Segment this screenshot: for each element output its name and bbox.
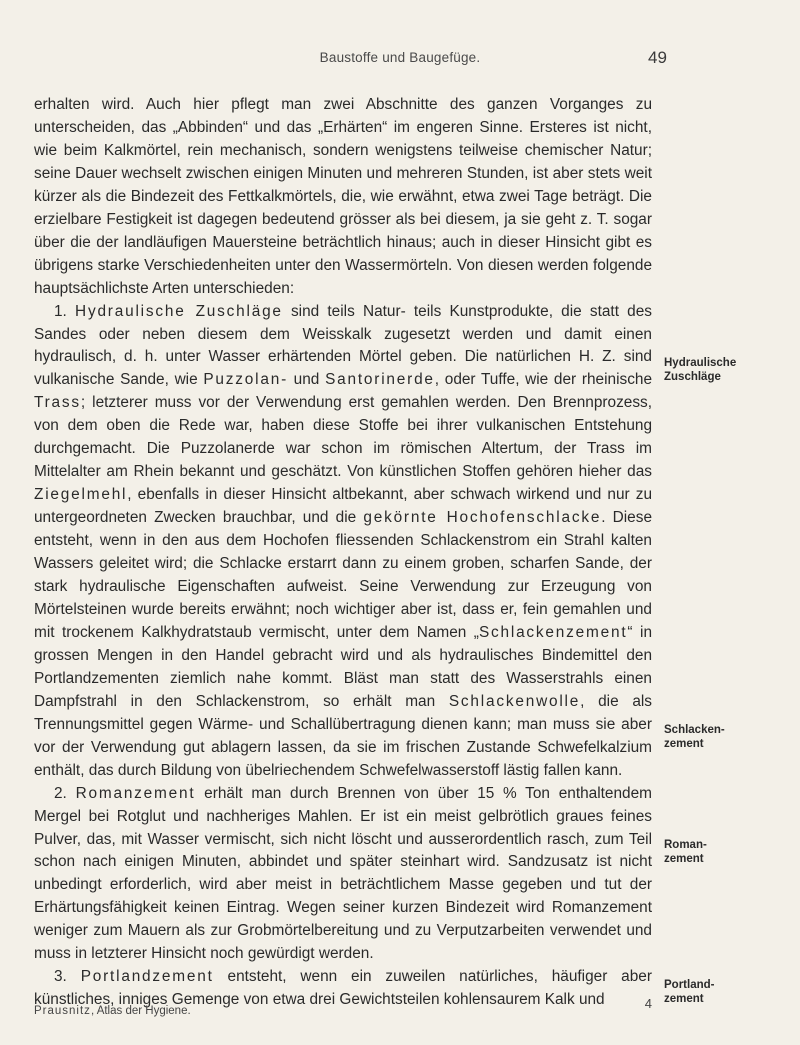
- margin-note-line: zement: [664, 993, 704, 1005]
- imprint: [34, 1005, 191, 1017]
- body-text: [34, 94, 652, 1012]
- margin-note-portlandzement: [664, 978, 794, 1006]
- text-segment: , oder Tuffe, wie der rheinische: [434, 371, 653, 389]
- imprint-author: Prausnitz: [34, 1005, 91, 1017]
- margin-note-line: zement: [664, 853, 704, 865]
- sheet-signature: 4: [644, 996, 652, 1011]
- term-santorinerde: Santorinerde: [325, 371, 435, 389]
- paragraph-intro: erhalten wird. Auch hier pflegt man zwei Abschnitte des ganzen Vorganges zu unterscheiden, das „Abbinden“ und das „Erhärten“ im engeren Sinne. Ersteres ist nicht, wie beim Kalkmörtel, rein mechanisch, sondern wenigstens teilweise chemischer Natur; seine Dauer wechselt zwischen einigen Minuten und mehreren Stunden, ist aber stets weit kürzer als die Bindezeit des Fettkalkmörtels, die, wie erwähnt, etwa zwei Tage beträgt. Die erzielbare Festigkeit ist dagegen bedeutend grösser als bei diesem, ja sie geht z. T. sogar über die der landläufigen Mauersteine beträchtlich hinaus; auch in dieser Hinsicht gibt es übrigens starke Verschiedenheiten unter den Wassermörteln. Von diesen werden folgende hauptsächlichste Arten unterschieden:: [34, 96, 652, 297]
- margin-note-line: Roman-: [664, 839, 707, 851]
- term-hochofenschlacke: gekörnte Hochofenschlacke: [363, 509, 602, 527]
- text-segment: entsteht, wenn ein zuweilen natürliches, häufiger aber künstliches, inniges Gemenge von etwa drei Gewichtsteilen kohlensaurem Kalk und: [34, 968, 652, 1009]
- text-segment: “ in grossen Mengen in den Handel gebracht wird und als hydraulisches Bindemittel den Portlandzementen ziemlich nahe kommt. Bläst man statt des Wasserstrahls einen Dampfstrahl in den Schlackenstrom, so erhält man: [34, 623, 652, 710]
- margin-note-line: Portland-: [664, 979, 715, 991]
- margin-note-line: zement: [664, 738, 704, 750]
- page-header: [0, 50, 800, 70]
- margin-note-line: Zuschläge: [664, 371, 721, 383]
- list-number: 1.: [54, 302, 76, 320]
- text-segment: sind teils Natur- teils Kunstprodukte, die statt des Sandes oder neben diesem dem Weisskalk zugesetzt werden und damit einen hydraulisch, d. h. unter Wasser erhärtenden Mörtel geben. Die natürlichen H. Z. sind vulkanische Sande, wie: [34, 302, 652, 389]
- page-number: 49: [648, 48, 667, 67]
- page-footer: [34, 996, 652, 1022]
- paragraph-hydraulische-zuschlaege: [34, 301, 652, 783]
- running-title: Baustoffe und Baugefüge.: [319, 50, 481, 65]
- margin-note-hydraulische-zuschlaege: [664, 356, 794, 384]
- text-segment: , ebenfalls in dieser Hinsicht altbekannt, aber schwach wirkend und nur zu untergeordneten Zwecken brauchbar, und die: [34, 486, 652, 527]
- text-segment: , die als Trennungsmittel gegen Wärme- und Schallübertragung dienen kann; man muss sie aber vor der Verwendung gut ablagern lassen, da sie im frischen Zustande Schwefelkalzium enthält, das durch Bildung von übelriechendem Schwefelwasserstoff lästig fallen kann.: [34, 692, 652, 779]
- paragraph-romanzement: [34, 783, 652, 967]
- term-schlackenzement: Schlackenzement: [478, 623, 628, 641]
- term-portlandzement: Portlandzement: [80, 968, 214, 986]
- text-segment: und: [288, 371, 326, 389]
- list-number: 3.: [54, 968, 81, 986]
- term-romanzement: Romanzement: [75, 784, 196, 802]
- margin-note-romanzement: [664, 838, 794, 866]
- list-number: 2.: [54, 784, 76, 802]
- term-ziegelmehl: Ziegelmehl: [34, 486, 128, 504]
- text-segment: erhält man durch Brennen von über 15 % Ton enthaltendem Mergel bei Rotglut und nachheriges Mahlen. Er ist ein meist gelbrötlich graues feines Pulver, das, mit Wasser vermischt, sich nicht löscht und ausserordentlich rasch, zum Teil schon nach einigen Minuten, abbindet und später steinhart wird. Sandzusatz ist nicht unbedingt erforderlich, wird aber meist in beträchtlichem Masse gegeben und tut der Erhärtungsfähigkeit keinen Eintrag. Wegen seiner kurzen Bindezeit wird Romanzement weniger zum Mauern als zur Grobmörtelbereitung und zu Verputzarbeiten verwendet und muss in letzterer Hinsicht noch gewürdigt werden.: [34, 784, 652, 963]
- imprint-book: , Atlas der Hygiene.: [90, 1005, 191, 1017]
- term-schlackenwolle: Schlackenwolle: [448, 692, 581, 710]
- margin-note-line: Schlacken-: [664, 724, 725, 736]
- text-segment: ; letzterer muss vor der Verwendung erst gemahlen werden. Den Brennprozess, von dem oben die Rede war, haben diese Stoffe bei ihrer vulkanischen Entstehung durchgemacht. Die Puzzolanerde war schon im römischen Altertum, der Trass im Mittelalter am Rhein bekannt und geschätzt. Von künstlichen Stoffen gehören hieher das: [34, 394, 652, 481]
- margin-note-line: Hydraulische: [664, 357, 737, 369]
- term-trass: Trass: [34, 394, 81, 412]
- text-segment: . Diese entsteht, wenn in den aus dem Hochofen fliessenden Schlackenstrom ein Strahl kalten Wassers geleitet wird; die Schlacke erstarrt dann zu einem groben, scharfen Sande, der stark hydraulische Eigenschaften aufweist. Seine Verwendung zur Erzeugung von Mörtelsteinen wurde bereits erwähnt; noch wichtiger aber ist, dass er, fein gemahlen und mit trockenem Kalkhydratstaub vermischt, unter dem Namen „: [34, 509, 653, 641]
- term-hydraulische-zuschlaege: Hydraulische Zuschläge: [75, 302, 283, 320]
- margin-note-schlackenzement: [664, 723, 794, 751]
- term-puzzolan: Puzzolan-: [203, 371, 288, 389]
